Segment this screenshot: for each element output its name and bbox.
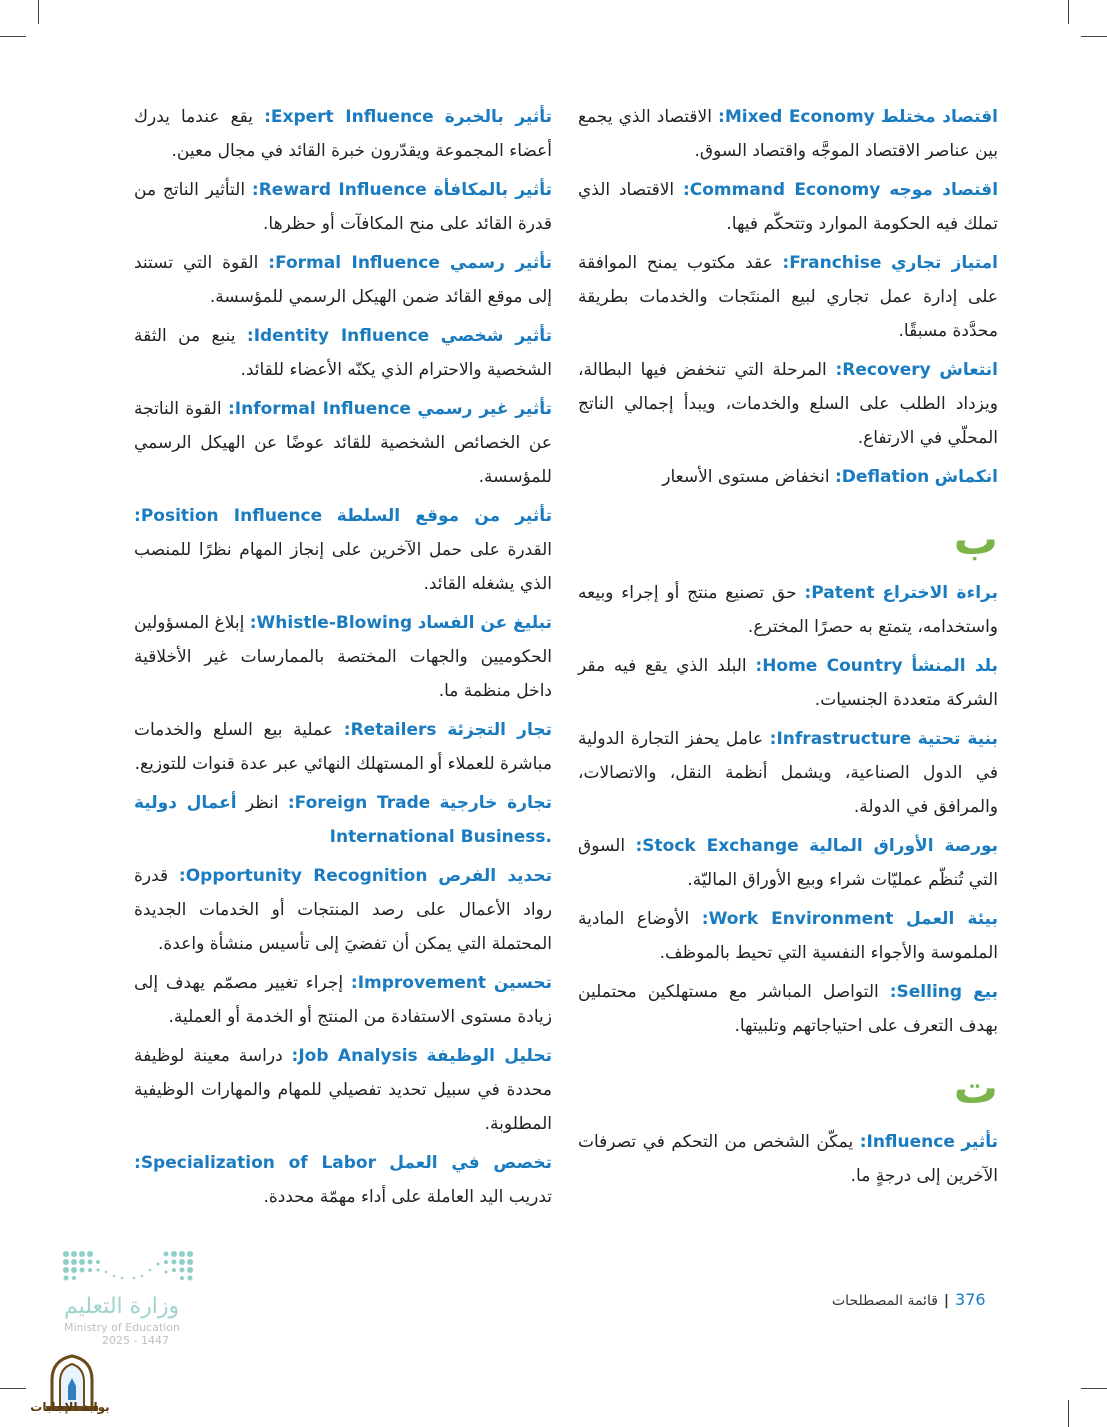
- glossary-entry: [134, 713, 552, 781]
- term-space: [893, 909, 906, 929]
- term-english: Reward Influence: [258, 180, 427, 200]
- term-space: [427, 180, 434, 200]
- term-colon: :: [246, 326, 254, 346]
- term-definition: انظر: [236, 793, 288, 813]
- edition-year: 2025 - 1447: [102, 1334, 169, 1347]
- glossary-entry: [578, 576, 998, 644]
- term-english: Position Influence: [140, 506, 323, 526]
- see-reference-english: International Business.: [329, 827, 552, 847]
- term-english: Formal Influence: [275, 253, 440, 273]
- term-definition: التأثير الناتج من قدرة القائد على منح المكافآت أو حظرها.: [134, 180, 552, 234]
- term-definition: عملية بيع السلع والخدمات مباشرة للعملاء أو المستهلك النهائي عبر عدة قنوات للتوزيع.: [134, 720, 552, 774]
- term-definition: عامل يحفز التجارة الدولية في الدول الصناعية، ويشمل أنظمة النقل، والاتصالات، والمرافق في الدولة.: [578, 729, 998, 817]
- term-definition: الاقتصاد الذي تملك فيه الحكومة الموارد وتتحكّم فيها.: [578, 180, 998, 234]
- term-space: [486, 973, 494, 993]
- term-space: [427, 866, 438, 886]
- term-definition: إبلاغ المسؤولين الحكوميين والجهات المختصة بالممارسات غير الأخلاقية داخل منظمة ما.: [134, 613, 552, 701]
- term-english: Deflation: [841, 467, 930, 487]
- term-space: [418, 1046, 427, 1066]
- entries-group-alif: [578, 100, 998, 494]
- term-english: Whistle-Blowing: [256, 613, 413, 633]
- term-arabic: بنية تحتية: [917, 729, 998, 749]
- term-english: Opportunity Recognition: [185, 866, 428, 886]
- term-definition: قدرة رواد الأعمال على رصد المنتجات أو الخدمات الجديدة المحتملة التي يمكن أن تفضيَ إلى تأسيس منشأة واعدة.: [134, 866, 552, 954]
- term-colon: :: [287, 793, 295, 813]
- term-definition: القوة الناتجة عن الخصائص الشخصية للقائد عوضًا عن الهيكل الرسمي للمؤسسة.: [134, 399, 552, 487]
- glossary-entry: [578, 649, 998, 717]
- term-definition: تدريب اليد العاملة على أداء مهمّة محددة.: [263, 1187, 552, 1207]
- glossary-entry: [578, 353, 998, 455]
- term-definition: البلد الذي يقع فيه مقر الشركة متعددة الجنسيات.: [578, 656, 998, 710]
- crop-mark: [1068, 1400, 1069, 1427]
- term-colon: :: [178, 866, 186, 886]
- answers-portal-label: بوابة الإجابات: [30, 1400, 110, 1414]
- page-footer: [832, 1290, 986, 1309]
- term-space: [437, 720, 448, 740]
- term-english: Influence: [866, 1132, 955, 1152]
- term-definition: انخفاض مستوى الأسعار: [662, 467, 835, 487]
- term-space: [322, 506, 337, 526]
- footer-section-title: قائمة المصطلحات: [832, 1293, 938, 1309]
- crop-mark: [1081, 1388, 1107, 1389]
- term-arabic: انكماش: [934, 467, 998, 487]
- term-english: Identity Influence: [253, 326, 430, 346]
- term-colon: :: [769, 729, 777, 749]
- term-definition: ينبع من الثقة الشخصية والاحترام الذي يكنّه الأعضاء للقائد.: [134, 326, 552, 380]
- term-arabic: انتعاش: [939, 360, 998, 380]
- section-letter-ta: ت: [953, 1063, 998, 1114]
- glossary-entry: [578, 100, 998, 168]
- term-colon: :: [134, 1153, 141, 1173]
- glossary-entry: [134, 246, 552, 314]
- term-arabic: امتياز تجاري: [891, 253, 998, 273]
- term-colon: :: [268, 253, 276, 273]
- crop-mark: [1068, 0, 1069, 24]
- term-english: Job Analysis: [298, 1046, 418, 1066]
- term-colon: :: [755, 656, 763, 676]
- glossary-entry: [578, 173, 998, 241]
- term-arabic: تحليل الوظيفة: [426, 1046, 552, 1066]
- term-definition: عقد مكتوب يمنح الموافقة على إدارة عمل تجاري لبيع المنتَجات والخدمات بطريقة محدَّدة مسبقًا.: [578, 253, 998, 341]
- term-colon: :: [682, 180, 690, 200]
- glossary-right-column: [578, 100, 998, 1198]
- term-colon: :: [249, 613, 257, 633]
- glossary-entry: [578, 902, 998, 970]
- entries-group-ta-continued: [134, 100, 552, 1214]
- glossary-entry: [134, 606, 552, 708]
- glossary-entry: [134, 173, 552, 241]
- term-english: Improvement: [357, 973, 487, 993]
- term-arabic: تخصص في العمل: [389, 1153, 553, 1173]
- term-english: Foreign Trade: [294, 793, 431, 813]
- term-english: Mixed Economy: [724, 107, 875, 127]
- glossary-entry: [578, 1125, 998, 1193]
- glossary-entry: [134, 1039, 552, 1141]
- term-definition: دراسة معينة لوظيفة محددة في سبيل تحديد تفصيلي للمهام والمهارات الوظيفية المطلوبة.: [134, 1046, 552, 1134]
- entries-group-ba: [578, 576, 998, 1043]
- term-arabic: تبليغ عن الفساد: [417, 613, 552, 633]
- glossary-entry: [134, 319, 552, 387]
- term-arabic: تأثير شخصي: [440, 326, 553, 346]
- term-arabic: تأثير من موقع السلطة: [336, 506, 552, 526]
- term-space: [880, 180, 889, 200]
- crop-mark: [1081, 36, 1107, 37]
- term-arabic: تأثير بالخبرة: [444, 107, 553, 127]
- term-english: Expert Influence: [270, 107, 434, 127]
- term-english: Infrastructure: [776, 729, 912, 749]
- glossary-entry: [134, 100, 552, 168]
- term-english: Home Country: [762, 656, 903, 676]
- term-space: [440, 253, 450, 273]
- term-definition: يقع عندما يدرك أعضاء المجموعة ويقدّرون خبرة القائد في مجال معين.: [134, 107, 552, 161]
- ministry-logo: [58, 1248, 208, 1347]
- term-colon: :: [251, 180, 259, 200]
- glossary-entry: [134, 392, 552, 494]
- ministry-name-arabic: وزارة التعليم: [64, 1294, 180, 1319]
- term-definition: حق تصنيع منتج أو إجراء وبيعه واستخدامه، يتمتع به حصرًا المخترع.: [578, 583, 998, 637]
- crop-mark: [0, 1388, 26, 1389]
- glossary-entry: [578, 722, 998, 824]
- term-colon: :: [834, 467, 842, 487]
- term-colon: :: [635, 836, 643, 856]
- term-english: Recovery: [842, 360, 931, 380]
- term-definition: التواصل المباشر مع مستهلكين محتملين بهدف التعرف على احتياجاتهم وتلبيتها.: [578, 982, 998, 1036]
- term-english: Franchise: [789, 253, 882, 273]
- glossary-entry: [578, 975, 998, 1043]
- term-space: [430, 793, 439, 813]
- term-definition: السوق التي تُنظّم عمليّات شراء وبيع الأوراق الماليّة.: [578, 836, 998, 890]
- term-definition: القدرة على حمل الآخرين على إنجاز المهام نظرًا للمنصب الذي يشغله القائد.: [134, 540, 552, 594]
- glossary-entry: [578, 246, 998, 348]
- term-arabic: تأثير بالمكافأة: [433, 180, 553, 200]
- term-definition: المرحلة التي تنخفض فيها البطالة، ويزداد الطلب على السلع والخدمات، ويبدأ إجمالي الناتج المحلّي في الارتفاع.: [578, 360, 998, 448]
- term-colon: :: [718, 107, 725, 127]
- term-colon: :: [291, 1046, 299, 1066]
- term-arabic: تأثير غير رسمي: [417, 399, 552, 419]
- term-english: Stock Exchange: [642, 836, 799, 856]
- section-letter-ba: ب: [953, 514, 998, 565]
- entries-group-ta: [578, 1125, 998, 1193]
- term-colon: :: [804, 583, 812, 603]
- term-arabic: بلد المنشأ: [911, 656, 998, 676]
- term-colon: :: [264, 107, 271, 127]
- term-english: Command Economy: [689, 180, 881, 200]
- page-number: 376: [955, 1290, 986, 1309]
- crop-mark: [38, 0, 39, 24]
- glossary-entry: [134, 1146, 552, 1214]
- term-colon: :: [701, 909, 709, 929]
- term-colon: :: [227, 399, 235, 419]
- term-colon: :: [859, 1132, 867, 1152]
- term-space: [962, 982, 973, 1002]
- term-arabic: بيع: [973, 982, 998, 1002]
- crop-mark: [0, 36, 26, 37]
- ministry-dots-icon: [58, 1248, 198, 1288]
- term-english: Selling: [896, 982, 963, 1002]
- term-colon: :: [350, 973, 358, 993]
- term-english: Work Environment: [708, 909, 894, 929]
- term-english: Patent: [811, 583, 875, 603]
- term-space: [429, 326, 440, 346]
- term-arabic: تحسين: [493, 973, 552, 993]
- glossary-entry: [134, 859, 552, 961]
- glossary-entry: [578, 829, 998, 897]
- term-colon: :: [134, 506, 141, 526]
- term-definition: الأوضاع المادية الملموسة والأجواء النفسية التي تحيط بالموظف.: [578, 909, 998, 963]
- term-english: Retailers: [350, 720, 437, 740]
- ministry-name-english: Ministry of Education: [64, 1321, 181, 1334]
- glossary-entry: [134, 499, 552, 601]
- see-reference-arabic: أعمال دولية: [134, 793, 237, 813]
- term-arabic: تأثير: [961, 1132, 998, 1152]
- term-space: [434, 107, 445, 127]
- term-space: [799, 836, 809, 856]
- term-english: Informal Influence: [234, 399, 411, 419]
- footer-separator: |: [943, 1293, 950, 1309]
- term-colon: :: [782, 253, 790, 273]
- term-colon: :: [835, 360, 843, 380]
- term-space: [376, 1153, 389, 1173]
- term-arabic: بورصة الأوراق المالية: [809, 836, 999, 856]
- term-arabic: بيئة العمل: [906, 909, 999, 929]
- term-space: [881, 253, 891, 273]
- term-arabic: براءة الاختراع: [882, 583, 998, 603]
- term-english: Specialization of Labor: [140, 1153, 376, 1173]
- term-arabic: تجارة خارجية: [439, 793, 553, 813]
- term-arabic: تحديد الفرص: [438, 866, 552, 886]
- glossary-entry: [134, 786, 552, 854]
- term-definition: الاقتصاد الذي يجمع بين عناصر الاقتصاد الموجَّه واقتصاد السوق.: [578, 107, 998, 161]
- glossary-entry: [134, 966, 552, 1034]
- term-arabic: اقتصاد موجه: [889, 180, 999, 200]
- term-definition: القوة التي تستند إلى موقع القائد ضمن الهيكل الرسمي للمؤسسة.: [134, 253, 552, 307]
- term-colon: :: [889, 982, 897, 1002]
- term-arabic: تجار التجزئة: [447, 720, 552, 740]
- term-arabic: اقتصاد مختلط: [880, 107, 999, 127]
- term-definition: يمكّن الشخص من التحكم في تصرفات الآخرين إلى درجةٍ ما.: [578, 1132, 998, 1186]
- term-colon: :: [343, 720, 351, 740]
- glossary-left-column: [134, 100, 552, 1219]
- glossary-entry: [578, 460, 998, 494]
- term-definition: إجراء تغيير مصمّم يهدف إلى زيادة مستوى الاستفادة من المنتج أو الخدمة أو العملية.: [134, 973, 552, 1027]
- term-arabic: تأثير رسمي: [449, 253, 553, 273]
